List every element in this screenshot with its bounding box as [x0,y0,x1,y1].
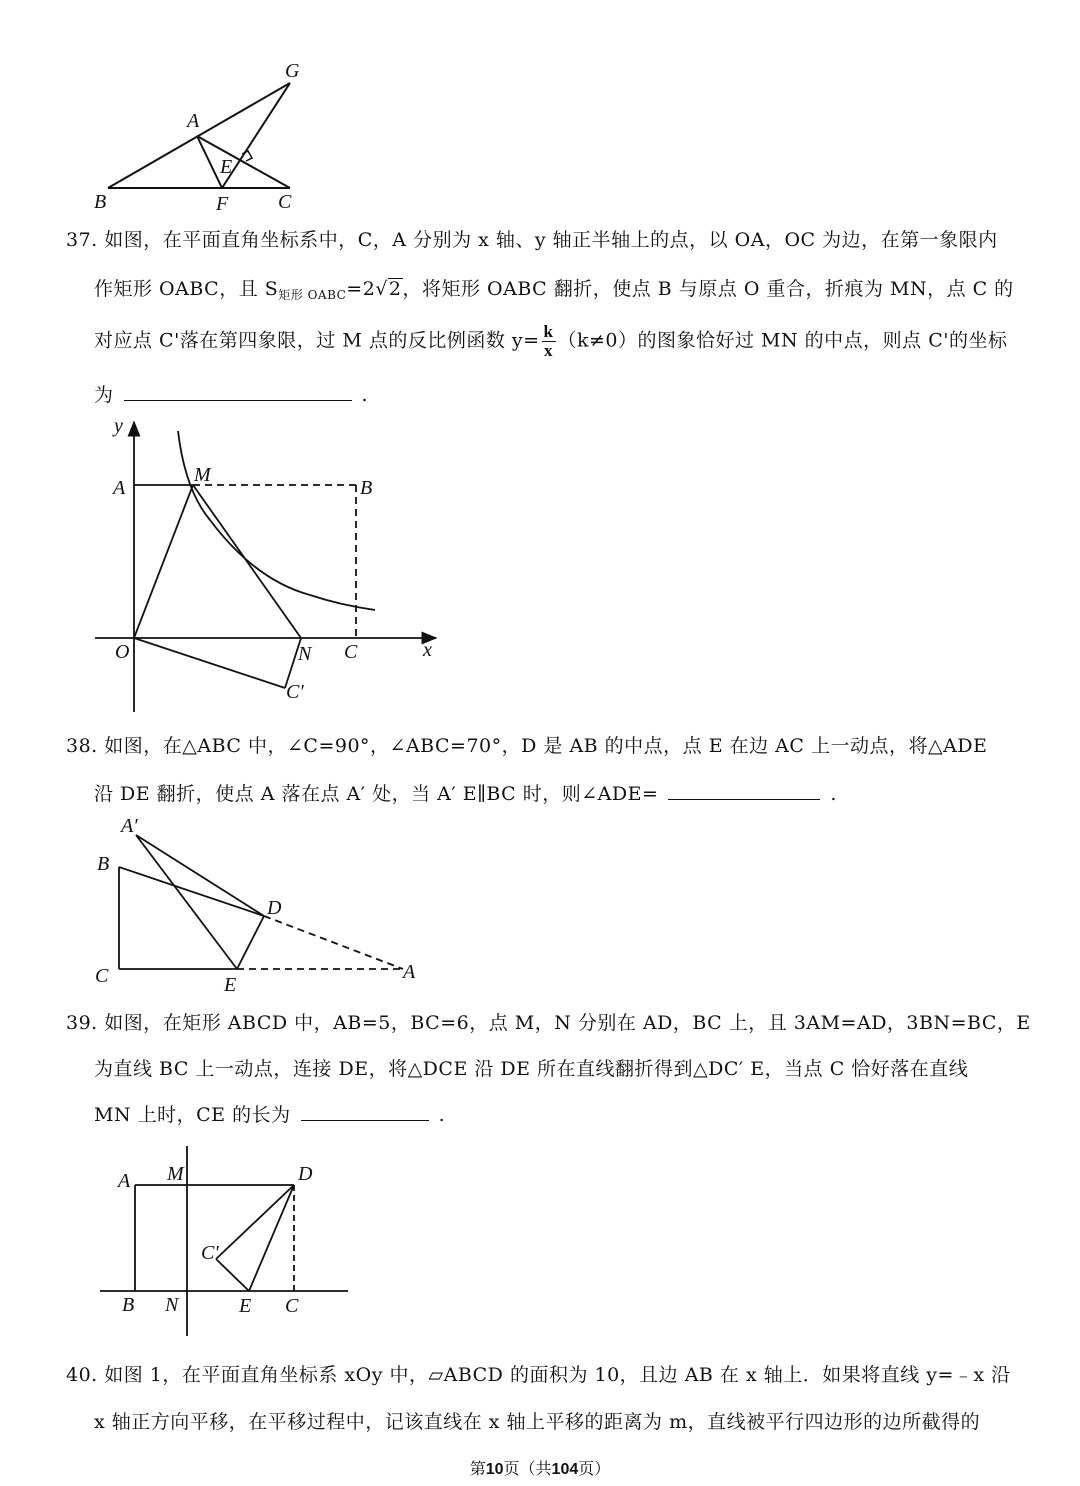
question-number: 39. [66,1012,98,1034]
question-text: x 轴正方向平移，在平移过程中，记该直线在 x 轴上平移的距离为 m，直线被平行四边形的边所截得的 [94,1411,981,1433]
label-y-axis: y [114,415,123,437]
label-x-axis: x [423,639,432,661]
figure-q37-coordinate [90,410,450,720]
geometry-diagram [85,810,435,1000]
label-b: B [360,477,373,499]
question-text: 为 [94,384,114,406]
question-text: 如图 1，在平面直角坐标系 xOy 中，▱ABCD 的面积为 10，且边 AB 在 x 轴上．如果将直线 y=﹣x 沿 [104,1364,1011,1386]
coordinate-diagram [90,410,450,720]
geometry-diagram [90,1135,360,1345]
label-c: C [95,965,109,987]
question-number: 38. [66,735,98,757]
geometry-diagram [90,55,320,215]
question-text: 沿 DE 翻折，使点 A 落在点 A′ 处，当 A′ E∥BC 时，则∠ADE= [94,783,659,805]
answer-blank[interactable] [668,779,820,800]
label-b: B [94,191,107,213]
label-d: D [267,897,282,919]
label-c: C [344,641,358,663]
label-c-prime: C' [201,1242,219,1264]
question-text: 为直线 BC 上一动点，连接 DE，将△DCE 沿 DE 所在直线翻折得到△DC′ E，当点 C 恰好落在直线 [94,1058,969,1080]
label-e: E [239,1295,252,1317]
label-d: D [298,1163,313,1185]
question-text: （k≠0）的图象恰好过 MN 的中点，则点 C'的坐标 [557,329,1008,352]
page-footer: 第10页（共104页） [469,1459,611,1478]
question-text: 作矩形 OABC，且 S [94,278,279,300]
label-a: A [113,477,126,499]
label-m: M [194,464,211,486]
label-b: B [122,1294,135,1316]
sqrt-radicand: 2 [388,278,402,300]
label-a-prime: A′ [121,815,138,837]
label-a: A [118,1170,131,1192]
label-m: M [167,1163,184,1185]
question-number: 40. [66,1364,98,1386]
question-text: 如图，在△ABC 中，∠C=90°，∠ABC=70°，D 是 AB 的中点，点 E 在边 AC 上一动点，将△ADE [104,735,988,757]
label-a: A [187,110,200,132]
label-b: B [97,853,110,875]
label-e: E [224,974,237,996]
question-text: ，将矩形 OABC 翻折，使点 B 与原点 O 重合，折痕为 MN，点 C 的 [402,278,1014,300]
total-pages: 104 [551,1461,579,1478]
question-text: 如图，在平面直角坐标系中，C，A 分别为 x 轴、y 轴正半轴上的点，以 OA，OC 为边，在第一象限内 [104,229,998,251]
label-n: N [298,643,312,665]
label-o: O [115,641,130,663]
label-c: C [285,1295,299,1317]
label-g: G [285,60,300,82]
figure-q36-triangle [90,55,320,215]
question-text: MN 上时，CE 的长为 [94,1104,291,1126]
subscript: 矩形 OABC [278,288,347,302]
label-c: C [278,191,292,213]
label-e: E [220,156,233,178]
label-n: N [165,1294,179,1316]
question-text: 如图，在矩形 ABCD 中，AB=5，BC=6，点 M，N 分别在 AD，BC 上，且 3AM=AD，3BN=BC，E [104,1012,1031,1034]
current-page: 10 [485,1461,504,1478]
question-text: =2 [346,278,376,300]
question-text: 对应点 C'落在第四象限，过 M 点的反比例函数 y= [94,329,540,352]
answer-blank[interactable] [301,1100,429,1121]
fraction-k-over-x: $\frac{k}{x}$ [543,322,554,360]
label-f: F [216,193,229,215]
answer-blank[interactable] [124,380,352,401]
label-a: A [403,961,416,983]
figure-q38-triangle [85,810,435,1000]
question-number: 37. [66,229,98,251]
figure-q39-rectangle [90,1135,360,1345]
label-c-prime: C′ [286,681,304,703]
